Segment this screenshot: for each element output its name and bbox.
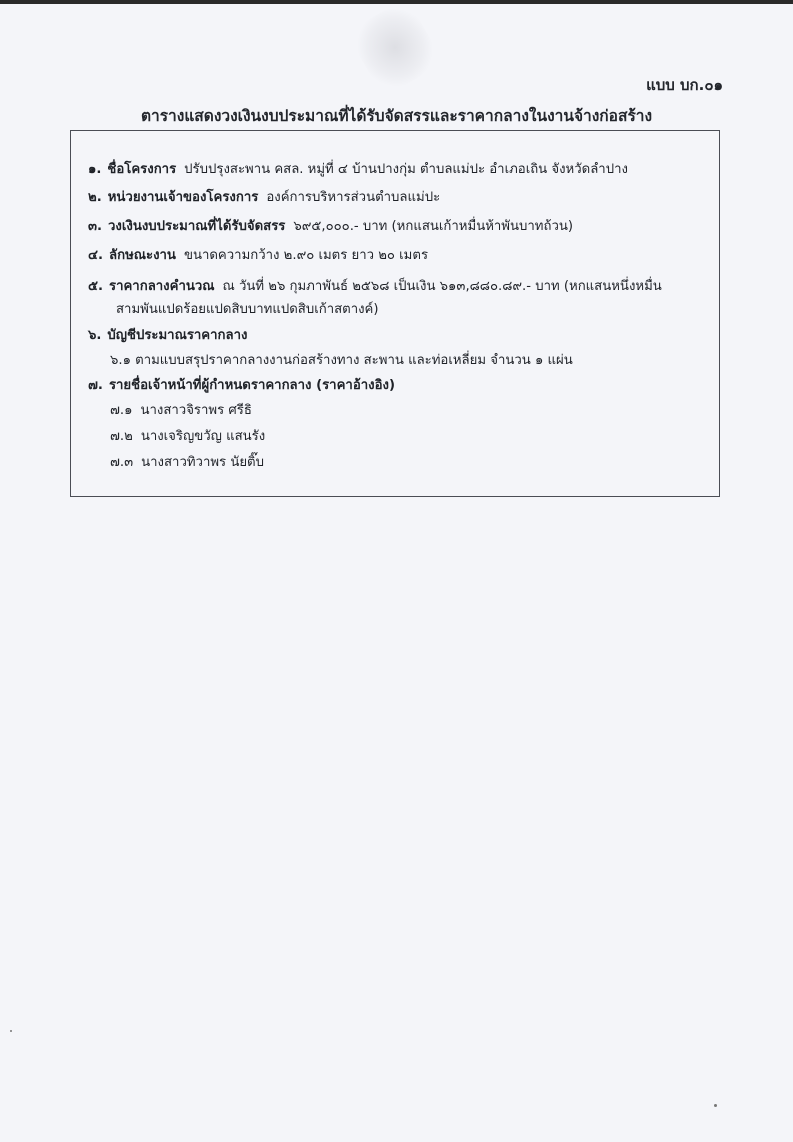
item-label: บัญชีประมาณราคากลาง (107, 328, 248, 343)
item-value: ปรับปรุงสะพาน คสล. หมู่ที่ ๔ บ้านปางกุ่ม ตำบลแม่ปะ อำเภอเถิน จังหวัดลำปาง (184, 162, 628, 177)
item-median-price-continuation: สามพันแปดร้อยแปดสิบบาทแปดสิบเก้าสตางค์) (116, 302, 379, 317)
official-number: ๗.๑ (110, 403, 133, 418)
scan-smudge (346, 0, 444, 97)
item-number: ๒. (88, 190, 102, 205)
item-number: ๑. (88, 162, 102, 177)
item-value: ๖๙๕,๐๐๐.- บาท (หกแสนเก้าหมื่นห้าพันบาทถ้วน) (293, 219, 574, 234)
scan-speck (714, 1104, 717, 1107)
item-number: ๓. (88, 219, 103, 234)
official-entry (110, 401, 252, 421)
item-value: ขนาดความกว้าง ๒.๙๐ เมตร ยาว ๒๐ เมตร (183, 248, 429, 263)
official-entry (110, 453, 264, 473)
document-title: ตารางแสดงวงเงินงบประมาณที่ได้รับจัดสรรและราคากลางในงานจ้างก่อสร้าง (140, 107, 653, 125)
official-name: นางเจริญขวัญ แสนรัง (140, 429, 266, 444)
item-number: ๖. (88, 328, 102, 343)
item-label: วงเงินงบประมาณที่ได้รับจัดสรร (108, 219, 286, 234)
item-label: ราคากลางคำนวณ (109, 279, 215, 294)
item-label: รายชื่อเจ้าหน้าที่ผู้กำหนดราคากลาง (ราคาอ้างอิง) (108, 378, 395, 393)
item-number: ๗. (88, 378, 103, 393)
item-work-description (88, 246, 428, 266)
item-price-estimate-sub: ๖.๑ ตามแบบสรุปราคากลางงานก่อสร้างทาง สะพาน และท่อเหลี่ยม จำนวน ๑ แผ่น (110, 353, 573, 368)
item-project-name (88, 160, 628, 180)
official-name: นางสาวทิวาพร นัยติ๊บ (141, 455, 264, 470)
scan-speck (10, 1030, 12, 1032)
item-median-price (88, 277, 662, 297)
official-name: นางสาวจิราพร ศรีธิ (140, 403, 252, 418)
item-value: องค์การบริหารส่วนตำบลแม่ปะ (266, 190, 441, 205)
item-owner-agency (88, 188, 440, 208)
item-number: ๔. (88, 248, 103, 263)
item-value: ณ วันที่ ๒๖ กุมภาพันธ์ ๒๕๖๘ เป็นเงิน ๖๑๓,๘๘๐.๘๙.- บาท (หกแสนหนึ่งหมื่น (222, 279, 662, 294)
official-entry (110, 427, 265, 447)
item-number: ๕. (88, 279, 103, 294)
item-officials-heading (88, 376, 403, 396)
official-number: ๗.๓ (110, 455, 134, 470)
item-label: หน่วยงานเจ้าของโครงการ (107, 190, 259, 205)
item-label: ชื่อโครงการ (107, 162, 177, 177)
form-code: แบบ บก.๐๑ (646, 76, 723, 94)
item-price-estimate-list (88, 326, 255, 346)
item-label: ลักษณะงาน (109, 248, 176, 263)
official-number: ๗.๒ (110, 429, 133, 444)
item-budget (88, 217, 573, 237)
